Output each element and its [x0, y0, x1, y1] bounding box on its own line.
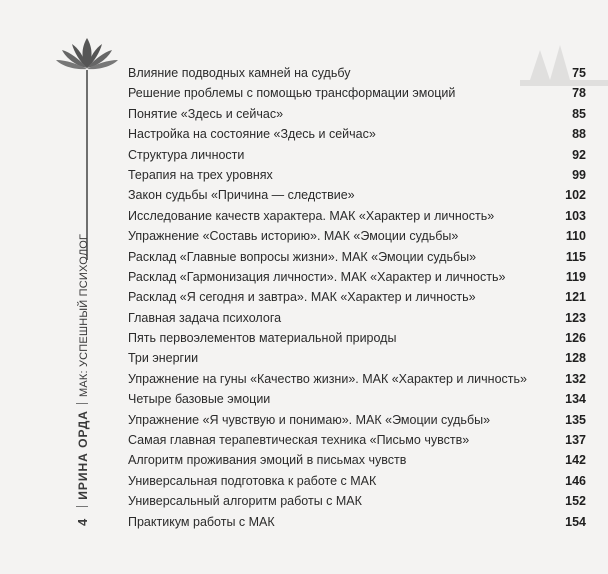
toc-entry-page: 99 [572, 167, 586, 182]
toc-entry-page: 115 [565, 249, 586, 264]
toc-entry-title: Структура личности [128, 147, 245, 162]
toc-entry-page: 142 [565, 453, 586, 468]
toc-entry-page: 103 [565, 208, 586, 223]
toc-entry [128, 494, 586, 514]
toc-entry [128, 107, 586, 127]
toc-entry-title: Универсальная подготовка к работе с МАК [128, 473, 377, 488]
toc-entry [128, 290, 586, 310]
toc-entry-title: Решение проблемы с помощью трансформации эмоций [128, 86, 456, 101]
toc-entry-page: 126 [565, 331, 586, 346]
toc-entry-page: 75 [572, 66, 586, 80]
toc-entry-title: Самая главная терапевтическая техника «Письмо чувств» [128, 433, 470, 448]
toc-entry-page: 88 [572, 127, 586, 142]
toc-entry-page: 132 [565, 371, 586, 386]
toc-entry-title: Понятие «Здесь и сейчас» [128, 106, 284, 121]
toc-entry-page: 78 [572, 86, 586, 101]
toc-entry-page: 119 [565, 269, 586, 284]
toc-entry [128, 188, 586, 208]
table-of-contents [128, 66, 586, 535]
decorative-stem-line [86, 70, 88, 260]
toc-entry-page: 85 [572, 106, 586, 121]
toc-entry [128, 453, 586, 473]
toc-entry [128, 351, 586, 371]
toc-entry [128, 127, 586, 147]
toc-entry [128, 331, 586, 351]
toc-entry [128, 392, 586, 412]
toc-entry [128, 86, 586, 106]
toc-entry [128, 413, 586, 433]
toc-entry-page: 128 [565, 351, 586, 366]
toc-entry [128, 148, 586, 168]
toc-entry-title: Главная задача психолога [128, 310, 282, 325]
toc-entry-page: 137 [565, 433, 586, 448]
toc-entry-page: 92 [572, 147, 586, 162]
toc-entry-page: 152 [565, 494, 586, 509]
toc-entry-page: 146 [565, 473, 586, 488]
toc-entry-title: Три энергии [128, 351, 199, 366]
toc-entry-title: Четыре базовые эмоции [128, 392, 271, 407]
toc-entry-title: Настройка на состояние «Здесь и сейчас» [128, 127, 376, 142]
toc-entry-title: Терапия на трех уровнях [128, 167, 273, 182]
toc-entry [128, 250, 586, 270]
toc-entry [128, 474, 586, 494]
toc-entry-title: Расклад «Гармонизация личности». МАК «Характер и личность» [128, 269, 506, 284]
toc-entry [128, 433, 586, 453]
header-separator [76, 506, 88, 507]
toc-entry-page: 123 [565, 310, 586, 325]
toc-entry-title: Расклад «Главные вопросы жизни». МАК «Эмоции судьбы» [128, 249, 477, 264]
toc-entry [128, 372, 586, 392]
toc-entry-page: 121 [565, 290, 586, 305]
toc-entry-title: Упражнение «Составь историю». МАК «Эмоции судьбы» [128, 229, 459, 244]
toc-entry-title: Практикум работы с МАК [128, 514, 275, 529]
toc-entry-page: 134 [565, 392, 586, 407]
header-separator [76, 403, 88, 404]
toc-entry-title: Упражнение «Я чувствую и понимаю». МАК «Эмоции судьбы» [128, 412, 491, 427]
toc-entry-title: Расклад «Я сегодня и завтра». МАК «Характер и личность» [128, 290, 476, 305]
toc-entry-page: 102 [565, 188, 586, 203]
toc-entry [128, 515, 586, 535]
toc-entry [128, 66, 586, 86]
toc-entry [128, 209, 586, 229]
toc-entry-title: Универсальный алгоритм работы с МАК [128, 494, 362, 509]
toc-entry [128, 270, 586, 290]
running-header [68, 233, 98, 528]
toc-entry-title: Влияние подводных камней на судьбу [128, 66, 351, 80]
toc-entry-title: Исследование качеств характера. МАК «Характер и личность» [128, 208, 495, 223]
toc-entry [128, 229, 586, 249]
toc-entry-page: 135 [565, 412, 586, 427]
toc-entry-title: Алгоритм проживания эмоций в письмах чувств [128, 453, 407, 468]
page-number: 4 [75, 518, 90, 526]
lotus-icon [56, 36, 118, 72]
toc-entry [128, 168, 586, 188]
toc-entry-title: Упражнение на гуны «Качество жизни». МАК «Характер и личность» [128, 371, 527, 386]
book-title: МАК: УСПЕШНЫЙ ПСИХОЛОГ [78, 233, 90, 398]
toc-entry [128, 311, 586, 331]
toc-entry-title: Закон судьбы «Причина — следствие» [128, 188, 355, 203]
toc-entry-page: 154 [565, 514, 586, 529]
toc-entry-title: Пять первоэлементов материальной природы [128, 331, 397, 346]
toc-entry-page: 110 [565, 229, 586, 244]
author-name: ИРИНА ОРДА [76, 410, 90, 500]
